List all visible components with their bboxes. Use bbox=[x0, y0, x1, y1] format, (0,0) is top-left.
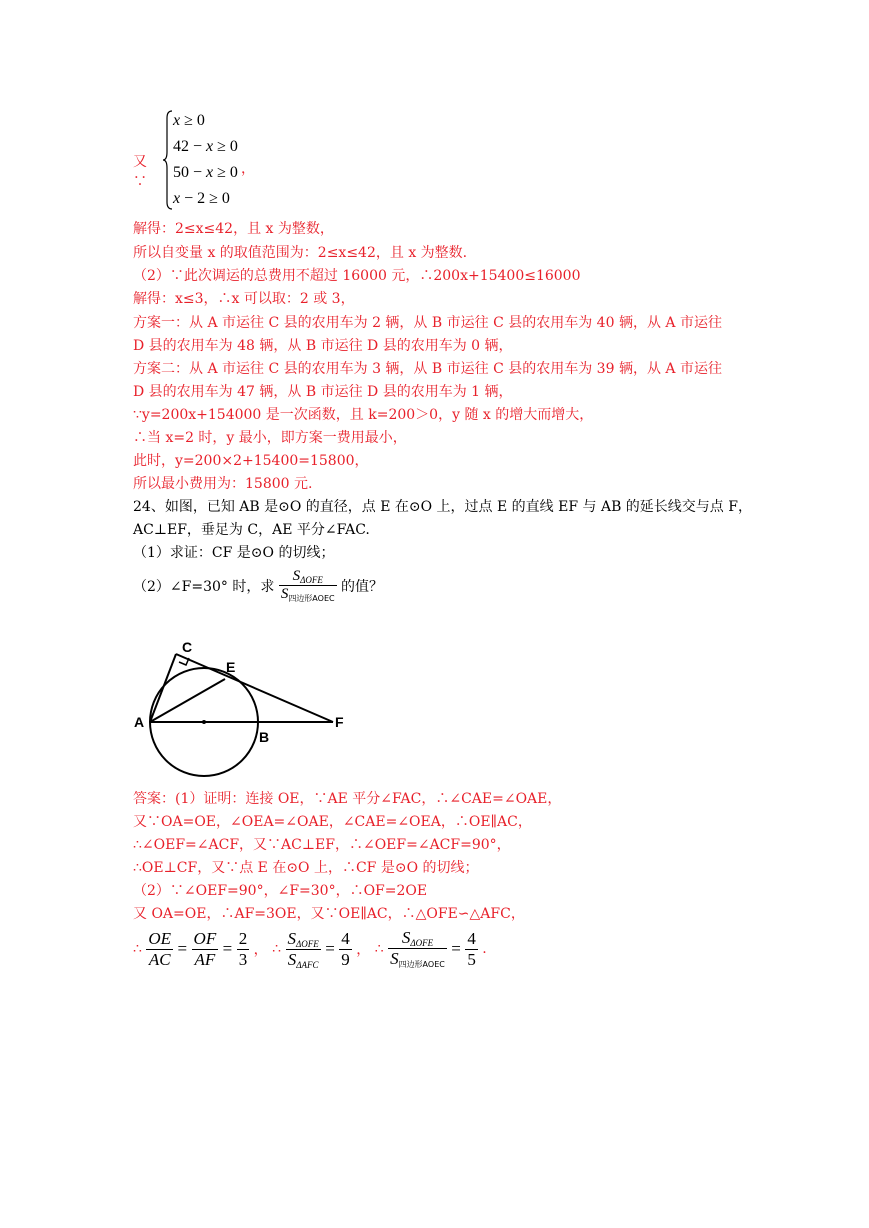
separator: ， bbox=[356, 942, 371, 958]
solution-line: 此时，y=200×2+15400=15800， bbox=[133, 453, 369, 469]
label-c: C bbox=[182, 639, 193, 655]
frac-den: AF bbox=[194, 949, 216, 969]
frac-den: 3 bbox=[238, 949, 248, 969]
solution-line: 解得：x≤3，∴x 可以取：2 或 3， bbox=[133, 291, 355, 307]
frac-s: S bbox=[287, 949, 297, 969]
frac-s: S bbox=[280, 586, 289, 602]
frac-s: S bbox=[390, 949, 399, 968]
therefore-symbol: ∴ bbox=[374, 941, 384, 957]
answer-line: ∴OE⊥CF，又∵点 E 在⊙O 上，∴CF 是⊙O 的切线； bbox=[133, 860, 479, 876]
fraction-oe-ac bbox=[146, 929, 173, 970]
solution-line: （2）∵此次调运的总费用不超过 16000 元，∴200x+15400≤16000 bbox=[133, 268, 581, 284]
solution-line: D 县的农用车为 48 辆，从 B 市运往 D 县的农用车为 0 辆， bbox=[133, 338, 513, 354]
label-e: E bbox=[226, 659, 236, 675]
answer-line: 答案：(1）证明：连接 OE，∵AE 平分∠FAC，∴∠CAE=∠OAE， bbox=[133, 791, 562, 807]
frac-num: 4 bbox=[341, 928, 350, 948]
frac-sub: ΔOFE bbox=[300, 575, 323, 585]
answer-line: （2）∵∠OEF=90°，∠F=30°，∴OF=2OE bbox=[133, 883, 428, 899]
problem-statement-line-1: 24、如图，已知 AB 是⊙O 的直径，点 E 在⊙O 上，过点 E 的直线 EF 与 AB 的延长线交与点 F， bbox=[133, 499, 752, 515]
equals-sign: = bbox=[451, 939, 461, 958]
solution-line: 方案二：从 A 市运往 C 县的农用车为 3 辆，从 B 市运往 C 县的农用车为 39 辆，从 A 市运往 bbox=[133, 361, 722, 377]
fraction-2-3 bbox=[237, 929, 250, 970]
answer-line: 又∵OA=OE，∠OEA=∠OAE，∠CAE=∠OEA，∴OE∥AC， bbox=[133, 814, 532, 830]
label-a: A bbox=[134, 714, 145, 730]
answer-line: ∴∠OEF=∠ACF，又∵AC⊥EF，∴∠OEF=∠ACF=90°， bbox=[133, 837, 511, 853]
fraction-area-ofe-afc bbox=[286, 929, 321, 970]
solution-line: 所以最小费用为：15800 元. bbox=[133, 476, 313, 492]
fraction-of-af bbox=[192, 929, 219, 970]
line-ac bbox=[150, 654, 176, 722]
center-o bbox=[202, 720, 206, 724]
part-2-prefix: （2）∠F=30° 时，求 bbox=[133, 579, 275, 595]
equals-sign: = bbox=[325, 939, 335, 958]
equals-sign: = bbox=[222, 939, 233, 958]
label-f: F bbox=[335, 714, 344, 730]
frac-s: S bbox=[401, 928, 411, 947]
line-cf bbox=[176, 654, 333, 722]
fraction-4-9 bbox=[339, 929, 352, 970]
solution-line: ∴当 x=2 时，y 最小，即方案一费用最小， bbox=[133, 430, 407, 446]
part-2-suffix: 的值？ bbox=[341, 579, 384, 595]
system-lead: 又∵ bbox=[133, 154, 147, 190]
final-formula bbox=[133, 928, 487, 970]
line-ae bbox=[150, 679, 225, 722]
geometry-figure bbox=[128, 632, 358, 782]
frac-sub: ΔOFE bbox=[296, 938, 319, 949]
frac-den: AC bbox=[148, 949, 171, 969]
solution-line: ∵y=200x+154000 是一次函数，且 k=200＞0，y 随 x 的增大而增大， bbox=[133, 407, 594, 423]
solution-line: D 县的农用车为 47 辆，从 B 市运往 D 县的农用车为 1 辆， bbox=[133, 384, 513, 400]
fraction-4-5 bbox=[465, 929, 478, 970]
therefore-symbol: ∴ bbox=[272, 941, 282, 957]
frac-den: 9 bbox=[341, 949, 350, 969]
equals-sign: = bbox=[177, 939, 188, 958]
frac-num: OF bbox=[193, 928, 217, 948]
frac-den: 5 bbox=[467, 949, 476, 969]
answer-line: 又 OA=OE，∴AF=3OE，又∵OE∥AC，∴△OFE∽△AFC， bbox=[133, 906, 525, 922]
inequality-row-1: x ≥ 0 bbox=[173, 112, 205, 129]
problem-statement-line-2: AC⊥EF，垂足为 C，AE 平分∠FAC. bbox=[133, 522, 370, 538]
frac-sub: ΔOFE bbox=[410, 938, 434, 948]
frac-num: 4 bbox=[467, 928, 476, 948]
frac-s: S bbox=[287, 928, 296, 948]
frac-sub: 四边形AOEC bbox=[288, 594, 335, 603]
frac-num: OE bbox=[148, 928, 172, 948]
left-brace-icon bbox=[163, 110, 173, 210]
label-b: B bbox=[259, 729, 270, 745]
inequality-row-3: 50 − x ≥ 0 bbox=[173, 164, 238, 181]
frac-s: S bbox=[292, 568, 301, 584]
frac-sub: 四边形AOEC bbox=[398, 960, 445, 969]
frac-num: 2 bbox=[238, 928, 248, 948]
solution-line: 方案一：从 A 市运往 C 县的农用车为 2 辆，从 B 市运往 C 县的农用车为 40 辆，从 A 市运往 bbox=[133, 315, 722, 331]
fraction-area-ofe-quad bbox=[388, 928, 447, 970]
therefore-symbol: ∴ bbox=[133, 941, 142, 957]
inequality-row-4: x − 2 ≥ 0 bbox=[173, 190, 230, 207]
area-ratio-fraction bbox=[279, 568, 337, 604]
end-period: . bbox=[482, 941, 487, 957]
problem-part-2 bbox=[133, 568, 383, 604]
inequality-row-2: 42 − x ≥ 0 bbox=[173, 138, 238, 155]
problem-part-1: （1）求证：CF 是⊙O 的切线； bbox=[133, 545, 335, 561]
separator: ， bbox=[253, 942, 268, 958]
system-tail: ， bbox=[241, 161, 255, 177]
solution-line: 所以自变量 x 的取值范围为：2≤x≤42，且 x 为整数. bbox=[133, 245, 468, 261]
frac-sub: ΔAFC bbox=[296, 959, 319, 970]
solution-line: 解得：2≤x≤42，且 x 为整数， bbox=[133, 221, 334, 237]
